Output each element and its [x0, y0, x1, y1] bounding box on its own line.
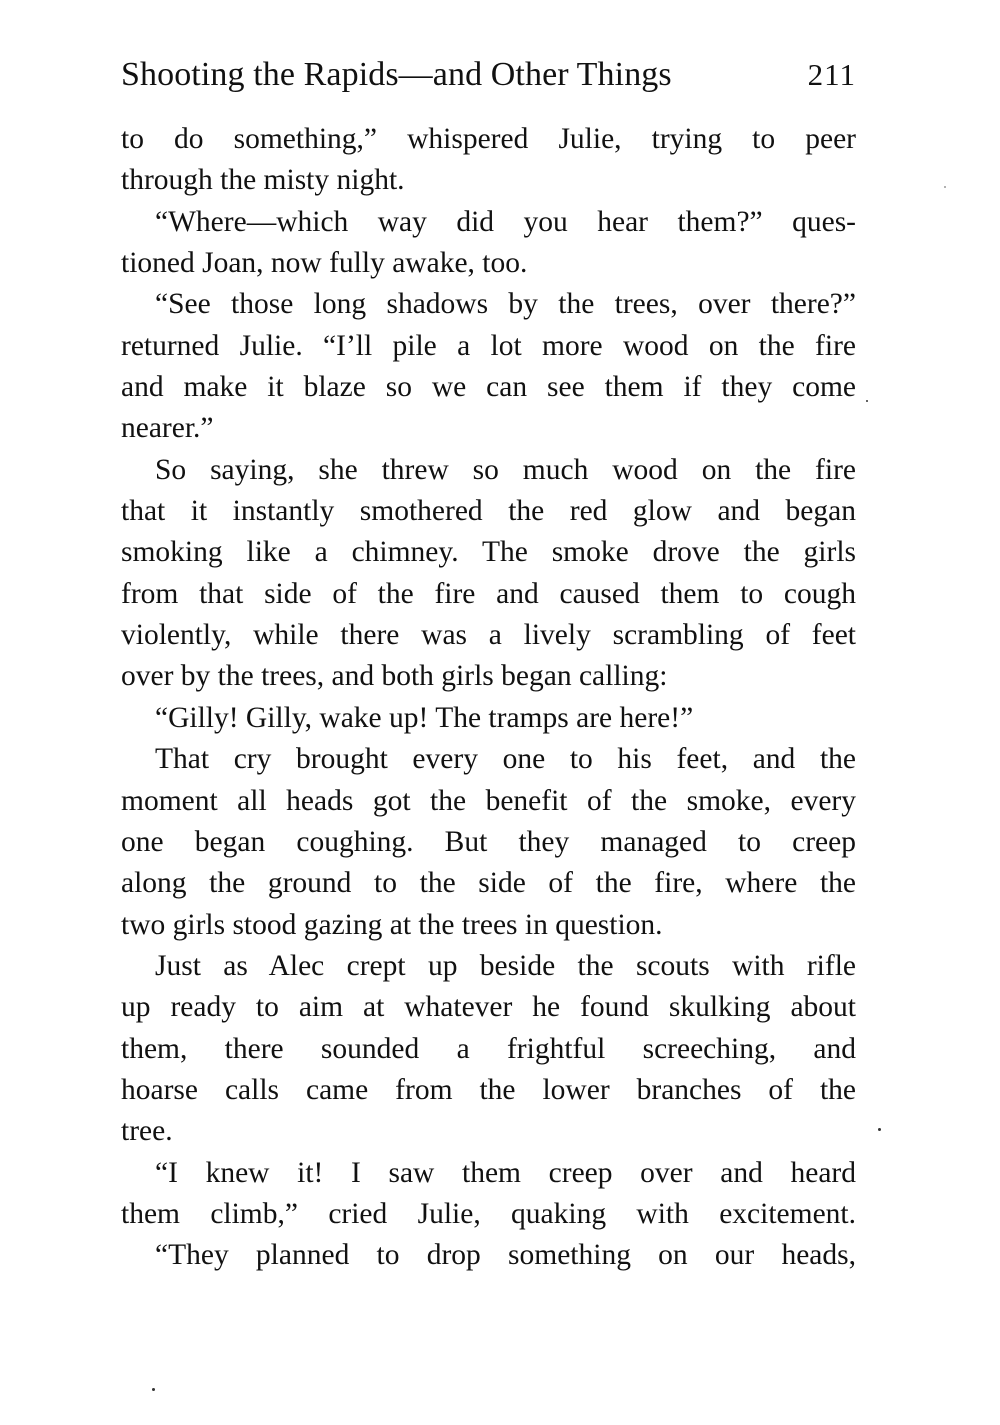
text-line: over by the trees, and both girls began calling: — [121, 660, 668, 693]
text-line: one began coughing. But they managed to creep — [121, 825, 856, 858]
text-line: “I knew it! I saw them creep over and heard — [155, 1156, 856, 1189]
scan-speck — [878, 1128, 881, 1131]
text-line: that it instantly smothered the red glow and began — [121, 495, 856, 528]
text-line: and make it blaze so we can see them if they come — [121, 371, 856, 404]
body-text — [121, 119, 856, 1277]
text-line: nearer.” — [121, 412, 214, 445]
text-line: “They planned to drop something on our heads, — [155, 1239, 856, 1272]
text-line: up ready to aim at whatever he found skulking about — [121, 991, 856, 1024]
text-line: “Gilly! Gilly, wake up! The tramps are here!” — [155, 701, 694, 734]
text-line: them climb,” cried Julie, quaking with excitement. — [121, 1197, 856, 1230]
scan-speck — [152, 1388, 155, 1391]
text-line: two girls stood gazing at the trees in question. — [121, 908, 663, 941]
text-line: tree. — [121, 1115, 173, 1148]
text-line: tioned Joan, now fully awake, too. — [121, 247, 528, 280]
text-line: to do something,” whispered Julie, trying to peer — [121, 123, 856, 155]
text-line: violently, while there was a lively scrambling of feet — [121, 619, 856, 652]
scan-speck — [944, 186, 946, 188]
text-line: moment all heads got the benefit of the smoke, every — [121, 784, 856, 817]
page-number: 211 — [807, 57, 856, 92]
running-head — [121, 50, 856, 100]
text-line: returned Julie. “I’ll pile a lot more wood on the fire — [121, 329, 856, 362]
text-line: from that side of the fire and caused them to cough — [121, 577, 856, 610]
text-line: “Where—which way did you hear them?” ques- — [155, 205, 856, 238]
text-line: So saying, she threw so much wood on the fire — [155, 453, 856, 486]
text-line: through the misty night. — [121, 164, 405, 197]
text-line: smoking like a chimney. The smoke drove the girls — [121, 536, 856, 569]
text-line: them, there sounded a frightful screeching, and — [121, 1032, 856, 1065]
text-line: Just as Alec crept up beside the scouts with rifle — [155, 949, 856, 982]
scan-speck — [866, 400, 868, 402]
text-line: “See those long shadows by the trees, over there?” — [155, 288, 856, 321]
text-line: That cry brought every one to his feet, and the — [155, 743, 856, 776]
running-title: Shooting the Rapids—and Other Things — [121, 56, 672, 93]
text-line: hoarse calls came from the lower branches of the — [121, 1073, 856, 1106]
text-line: along the ground to the side of the fire, where the — [121, 867, 856, 900]
